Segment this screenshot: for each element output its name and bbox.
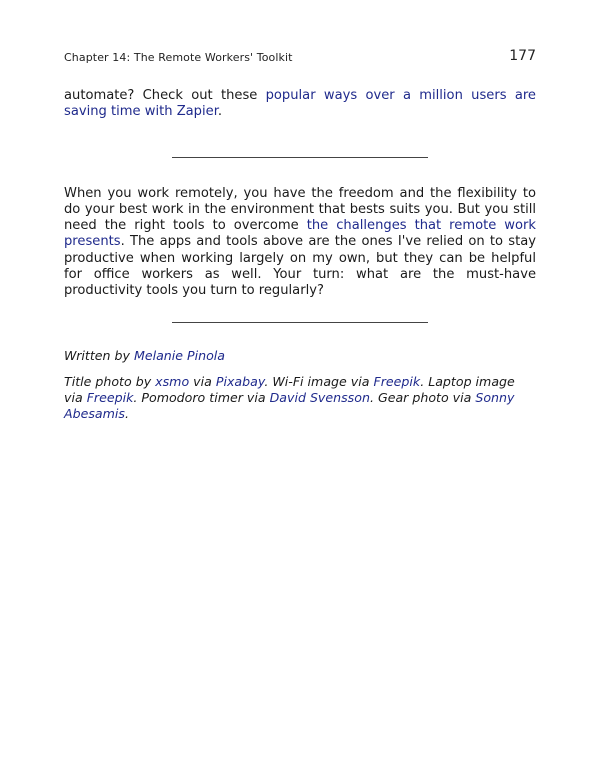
credit-link-sonny-abesamis[interactable]: Sonny Abesamis	[64, 389, 515, 421]
paragraph-text: When you work remotely, you have the freedom and the flexibility to do your best work in the environment that bests suits you. But you still need the right tools to overcome	[64, 185, 536, 234]
photo-credits	[64, 374, 536, 422]
author-link[interactable]: Melanie Pinola	[133, 347, 226, 363]
remote-challenges-link[interactable]: the challenges that remote work presents	[64, 218, 536, 250]
credit-link-freepik-laptop[interactable]: Freepik	[86, 389, 134, 405]
page-header	[64, 48, 536, 68]
credit-link-pixabay[interactable]: Pixabay	[215, 373, 265, 389]
paragraph-text: automate? Check out these	[64, 88, 266, 103]
zapier-link[interactable]: popular ways over a million users are saving time with Zapier	[64, 88, 536, 120]
byline-prefix: Written by	[64, 347, 134, 363]
credit-text: . Pomodoro timer via	[133, 389, 270, 405]
paragraph-text: .	[217, 104, 223, 120]
chapter-title: Chapter 14: The Remote Workers' Toolkit	[64, 51, 293, 64]
section-divider	[172, 157, 428, 158]
credit-text: . Laptop image via	[64, 373, 515, 405]
credit-link-david-svensson[interactable]: David Svensson	[269, 389, 370, 405]
paragraph-zapier	[64, 88, 536, 121]
page-content	[64, 88, 536, 422]
credit-link-freepik-wifi[interactable]: Freepik	[373, 373, 421, 389]
credit-text: via	[189, 373, 216, 389]
credit-link-xsmo[interactable]: xsmo	[155, 373, 190, 389]
credit-text: . Wi-Fi image via	[264, 373, 374, 389]
page-number: 177	[509, 48, 536, 64]
author-byline	[64, 348, 536, 364]
paragraph-conclusion	[64, 186, 536, 300]
section-divider	[172, 322, 428, 323]
paragraph-text: . The apps and tools above are the ones I've relied on to stay productive when working largely on my own, but they can be helpful for office workers as well. Your turn: what are the must-have productivity tools you turn to regularly?	[64, 234, 536, 299]
credit-text: Title photo by	[64, 373, 156, 389]
credit-text: .	[124, 405, 129, 421]
credit-text: . Gear photo via	[369, 389, 476, 405]
